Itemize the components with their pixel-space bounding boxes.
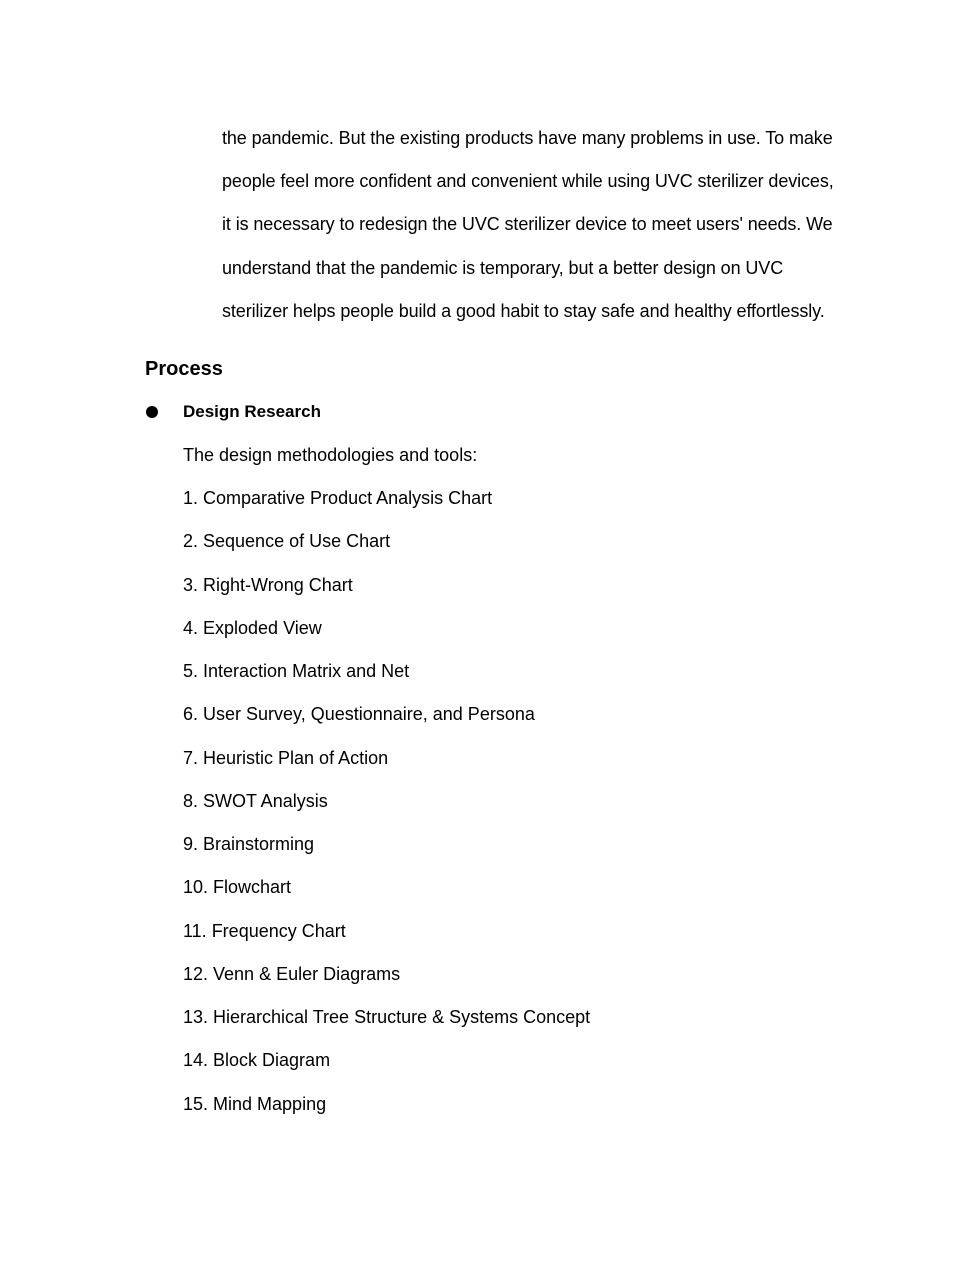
list-item: 8. SWOT Analysis xyxy=(183,791,328,811)
list-item: 2. Sequence of Use Chart xyxy=(183,531,391,551)
list-item: 14. Block Diagram xyxy=(183,1050,331,1070)
bullet-icon xyxy=(146,406,158,418)
list-item: 9. Brainstorming xyxy=(183,834,315,854)
paragraph-line: people feel more confident and convenient while using UVC sterilizer devices, xyxy=(222,171,834,191)
paragraph-line: sterilizer helps people build a good habit to stay safe and healthy effortlessly. xyxy=(222,301,825,321)
list-intro: The design methodologies and tools: xyxy=(183,445,478,465)
list-item: 15. Mind Mapping xyxy=(183,1094,327,1114)
paragraph-line: the pandemic. But the existing products have many problems in use. To make xyxy=(222,128,833,148)
list-item: 10. Flowchart xyxy=(183,877,292,897)
list-item: 4. Exploded View xyxy=(183,618,322,638)
bullet-title: Design Research xyxy=(183,402,321,421)
list-item: 1. Comparative Product Analysis Chart xyxy=(183,488,493,508)
list-item: 11. Frequency Chart xyxy=(183,921,346,941)
section-heading: Process xyxy=(145,358,223,380)
list-item: 6. User Survey, Questionnaire, and Persona xyxy=(183,704,535,724)
list-item: 13. Hierarchical Tree Structure & Systems Concept xyxy=(183,1007,591,1027)
list-item: 7. Heuristic Plan of Action xyxy=(183,748,389,768)
list-item: 12. Venn & Euler Diagrams xyxy=(183,964,401,984)
paragraph-line: understand that the pandemic is temporary, but a better design on UVC xyxy=(222,258,784,278)
paragraph-line: it is necessary to redesign the UVC sterilizer device to meet users' needs. We xyxy=(222,214,833,234)
list-item: 3. Right-Wrong Chart xyxy=(183,575,353,595)
list-item: 5. Interaction Matrix and Net xyxy=(183,661,410,681)
